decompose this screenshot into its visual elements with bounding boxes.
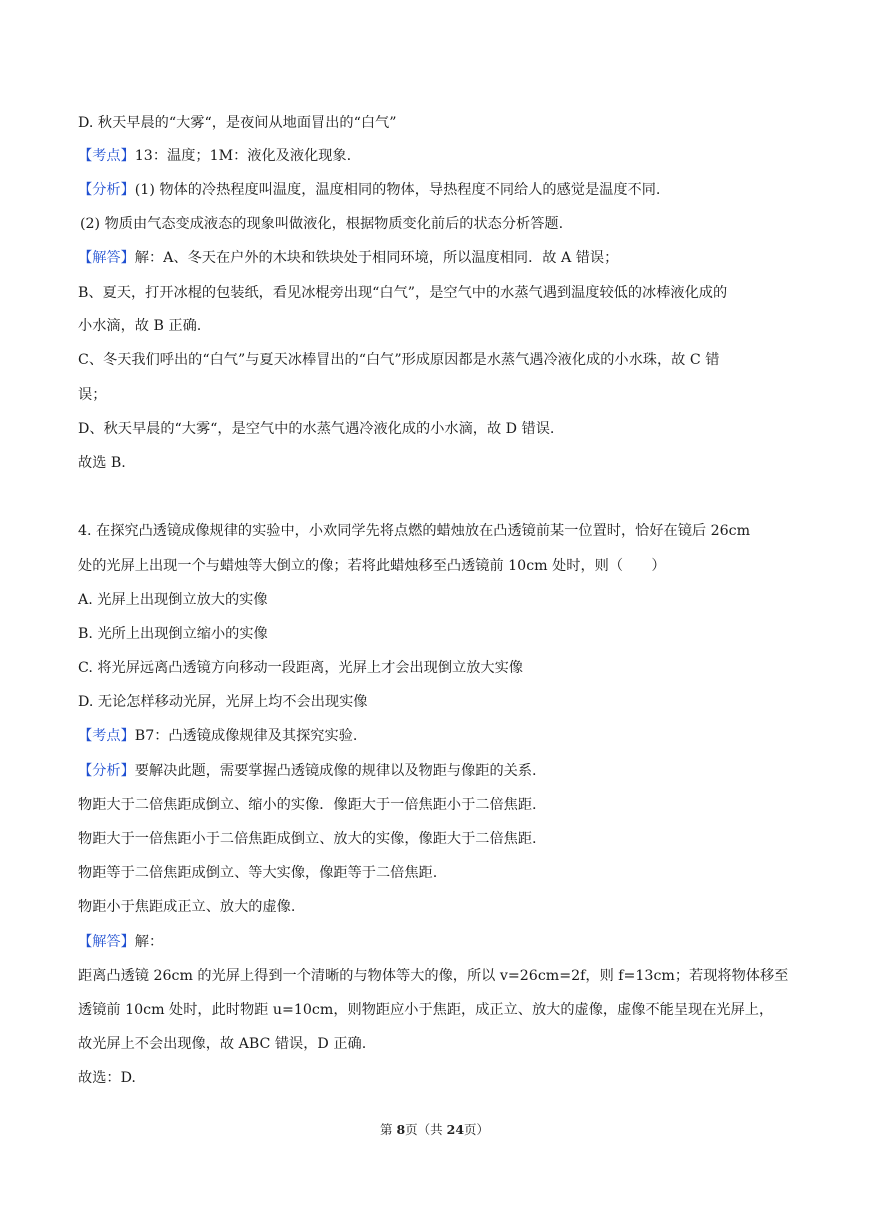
q3-line-b2: 小水滴，故 B 正确. xyxy=(78,318,202,334)
q3-fenxi-2: (2) 物质由气态变成液态的现象叫做液化，根据物质变化前后的状态分析答题. xyxy=(80,216,564,232)
kaodian-tag: 【考点】 xyxy=(78,148,135,164)
q4-solution-2: 透镜前 10cm 处时，此时物距 u=10cm，则物距应小于焦距，成正立、放大的虚像，虚像不能呈现在光屏上， xyxy=(78,1002,774,1018)
fenxi-tag: 【分析】 xyxy=(78,182,135,198)
q4-rule-1: 物距大于二倍焦距成倒立、缩小的实像．像距大于一倍焦距小于二倍焦距. xyxy=(78,797,537,813)
jieda-text: 解： xyxy=(134,934,164,950)
footer-total-pages: 24 xyxy=(446,1122,465,1137)
jieda-text: 解：A、冬天在户外的木块和铁块处于相同环境，所以温度相同．故 A 错误； xyxy=(134,250,619,266)
q4-solution-3: 故光屏上不会出现像，故 ABC 错误，D 正确. xyxy=(78,1036,367,1052)
q3-fenxi xyxy=(78,180,660,200)
kaodian-tag: 【考点】 xyxy=(78,728,135,744)
footer-middle: 页（共 xyxy=(405,1122,447,1137)
q4-fenxi xyxy=(78,761,537,781)
jieda-tag: 【解答】 xyxy=(78,250,135,266)
q3-line-b1: B、夏天，打开冰棍的包装纸，看见冰棍旁出现“白气”，是空气中的水蒸气遇到温度较低的冰棒液化成的 xyxy=(78,285,728,301)
q3-line-c2: 误； xyxy=(78,387,107,403)
q4-stem-1: 4. 在探究凸透镜成像规律的实验中，小欢同学先将点燃的蜡烛放在凸透镜前某一位置时，恰好在镜后 26cm xyxy=(78,523,751,539)
footer-suffix: 页） xyxy=(464,1122,490,1137)
q4-rule-4: 物距小于焦距成正立、放大的虚像. xyxy=(78,899,296,915)
page-footer xyxy=(0,1120,869,1138)
q4-solution-1: 距离凸透镜 26cm 的光屏上得到一个清晰的与物体等大的像，所以 v=26cm=2f，则 f=13cm；若现将物体移至 xyxy=(78,968,789,984)
q4-stem-2: 处的光屏上出现一个与蜡烛等大倒立的像；若将此蜡烛移至凸透镜前 10cm 处时，则（ ） xyxy=(78,558,666,574)
kaodian-text: 13：温度；1M：液化及液化现象. xyxy=(134,148,352,164)
q4-jieda xyxy=(78,932,163,952)
q3-jieda xyxy=(78,248,618,268)
q4-rule-3: 物距等于二倍焦距成倒立、等大实像，像距等于二倍焦距. xyxy=(78,865,438,881)
fenxi-text: (1) 物体的冷热程度叫温度，温度相同的物体，导热程度不同给人的感觉是温度不同. xyxy=(134,182,661,198)
jieda-tag: 【解答】 xyxy=(78,934,135,950)
footer-page-number: 8 xyxy=(396,1122,406,1137)
q4-rule-2: 物距大于一倍焦距小于二倍焦距成倒立、放大的实像，像距大于二倍焦距. xyxy=(78,831,537,847)
q4-option-b: B. 光所上出现倒立缩小的实像 xyxy=(78,626,268,642)
q3-option-d: D. 秋天早晨的“大雾“，是夜间从地面冒出的“白气” xyxy=(78,115,397,131)
q4-option-a: A. 光屏上出现倒立放大的实像 xyxy=(78,592,268,608)
q3-line-d: D、秋天早晨的“大雾“，是空气中的水蒸气遇冷液化成的小水滴，故 D 错误. xyxy=(78,421,555,437)
q3-kaodian xyxy=(78,146,351,166)
q3-conclusion: 故选 B. xyxy=(78,455,126,471)
q4-kaodian xyxy=(78,726,357,746)
fenxi-text: 要解决此题，需要掌握凸透镜成像的规律以及物距与像距的关系. xyxy=(134,763,537,779)
footer-prefix: 第 xyxy=(379,1122,397,1137)
q4-conclusion: 故选：D. xyxy=(78,1070,136,1086)
q4-option-d: D. 无论怎样移动光屏，光屏上均不会出现实像 xyxy=(78,694,368,710)
fenxi-tag: 【分析】 xyxy=(78,763,135,779)
kaodian-text: B7：凸透镜成像规律及其探究实验. xyxy=(134,728,358,744)
q4-option-c: C. 将光屏远离凸透镜方向移动一段距离，光屏上才会出现倒立放大实像 xyxy=(78,660,523,676)
q3-line-c1: C、冬天我们呼出的“白气”与夏天冰棒冒出的“白气”形成原因都是水蒸气遇冷液化成的小水珠，故 C 错 xyxy=(78,352,720,368)
